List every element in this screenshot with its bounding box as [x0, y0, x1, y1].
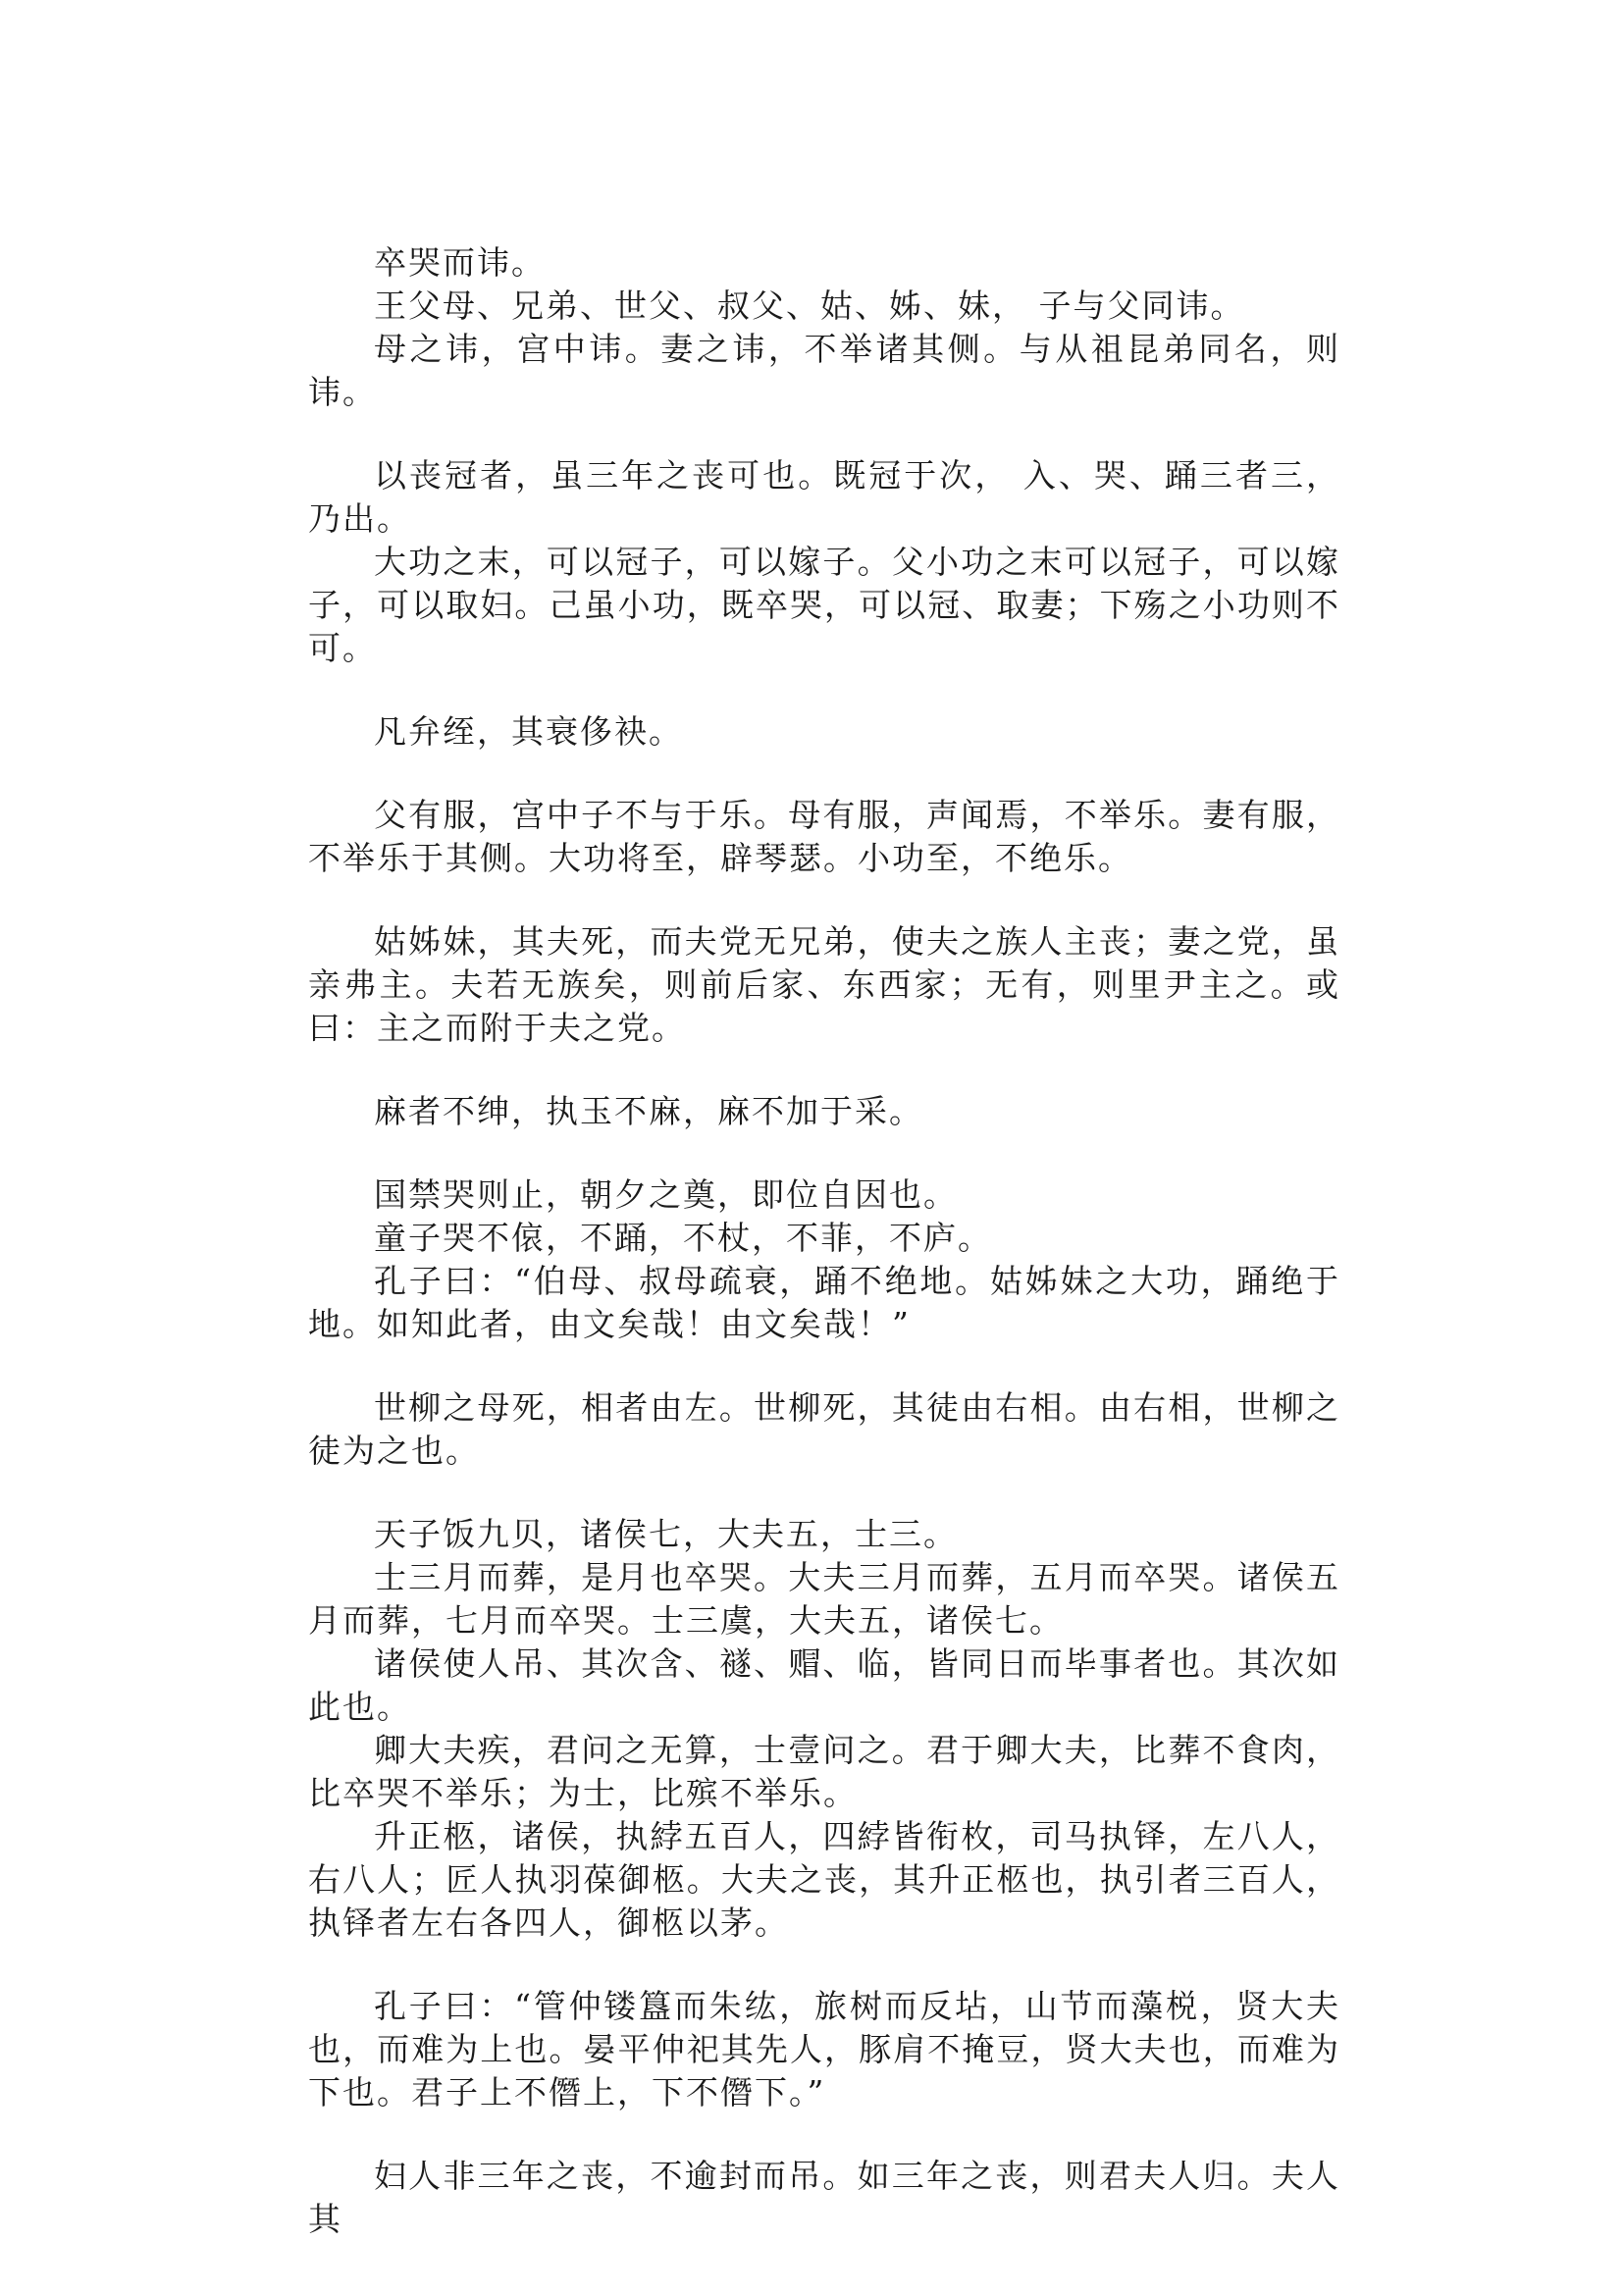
- paragraph: 升正柩，诸侯，执綍五百人，四綍皆衔枚，司马执铎，左八人，右八人；匠人执羽葆御柩。大夫之丧，其升正柩也，执引者三百人，执铎者左右各四人，御柩以茅。: [308, 1817, 1340, 1942]
- document-page: [308, 241, 1340, 2281]
- paragraph: 诸侯使人吊、其次含、禭、赗、临，皆同日而毕事者也。其次如此也。: [308, 1644, 1340, 1726]
- paragraph: 世柳之母死，相者由左。世柳死，其徒由右相。由右相，世柳之徒为之也。: [308, 1388, 1340, 1470]
- paragraph: 卿大夫疾，君问之无算，士壹问之。君于卿大夫，比葬不食肉，比卒哭不举乐；为士，比殡不举乐。: [308, 1731, 1340, 1812]
- paragraph: 王父母、兄弟、世父、叔父、姑、姊、妹， 子与父同讳。: [374, 287, 1245, 325]
- paragraph: 以丧冠者，虽三年之丧可也。既冠于次， 入、哭、踊三者三，乃出。: [308, 456, 1340, 538]
- text-section: [308, 920, 1340, 1050]
- paragraph: 凡弁绖，其衰侈袂。: [374, 712, 683, 751]
- text-section: [308, 1386, 1340, 1473]
- paragraph: 孔子曰：“伯母、叔母疏衰，踊不绝地。姑姊妹之大功，踊绝于地。如知此者，由文矣哉！由文矣哉！”: [308, 1262, 1340, 1343]
- paragraph: 父有服，宫中子不与于乐。母有服，声闻焉，不举乐。妻有服，不举乐于其侧。大功将至，辟琴瑟。小功至，不绝乐。: [308, 796, 1340, 877]
- text-section: [308, 794, 1340, 880]
- paragraph: 大功之末，可以冠子，可以嫁子。父小功之末可以冠子，可以嫁子，可以取妇。己虽小功，既卒哭，可以冠、取妻；下殇之小功则不可。: [308, 543, 1340, 667]
- paragraph: 母之讳，宫中讳。妻之讳，不举诸其侧。与从祖昆弟同名，则讳。: [308, 330, 1340, 411]
- paragraph: 姑姊妹，其夫死，而夫党无兄弟，使夫之族人主丧；妻之党，虽亲弗主。夫若无族矣，则前后家、东西家；无有，则里尹主之。或曰：主之而附于夫之党。: [308, 922, 1340, 1047]
- text-section: [308, 1513, 1340, 1945]
- text-section: [308, 1173, 1340, 1346]
- paragraph: 士三月而葬，是月也卒哭。大夫三月而葬，五月而卒哭。诸侯五月而葬，七月而卒哭。士三虞，大夫五，诸侯七。: [308, 1558, 1340, 1640]
- paragraph: 天子饭九贝，诸侯七，大夫五，士三。: [374, 1515, 958, 1553]
- paragraph: 卒哭而讳。: [374, 243, 546, 282]
- paragraph: 国禁哭则止，朝夕之奠，即位自因也。: [374, 1175, 958, 1214]
- text-section: [308, 2155, 1340, 2241]
- paragraph: 麻者不绅，执玉不麻，麻不加于采。: [374, 1092, 923, 1130]
- text-section: [308, 454, 1340, 670]
- paragraph: 妇人非三年之丧，不逾封而吊。如三年之丧，则君夫人归。夫人其: [308, 2157, 1340, 2238]
- paragraph: 童子哭不偯，不踊，不杖，不菲，不庐。: [374, 1219, 992, 1257]
- text-section: [308, 1985, 1340, 2114]
- text-section: [308, 710, 1340, 754]
- text-section: [308, 241, 1340, 414]
- paragraph: 孔子曰：“管仲镂簋而朱纮，旅树而反坫，山节而藻棁，贤大夫也，而难为上也。晏平仲祀其先人，豚肩不掩豆，贤大夫也，而难为下也。君子上不僭上，下不僭下。”: [308, 1987, 1340, 2112]
- text-section: [308, 1090, 1340, 1133]
